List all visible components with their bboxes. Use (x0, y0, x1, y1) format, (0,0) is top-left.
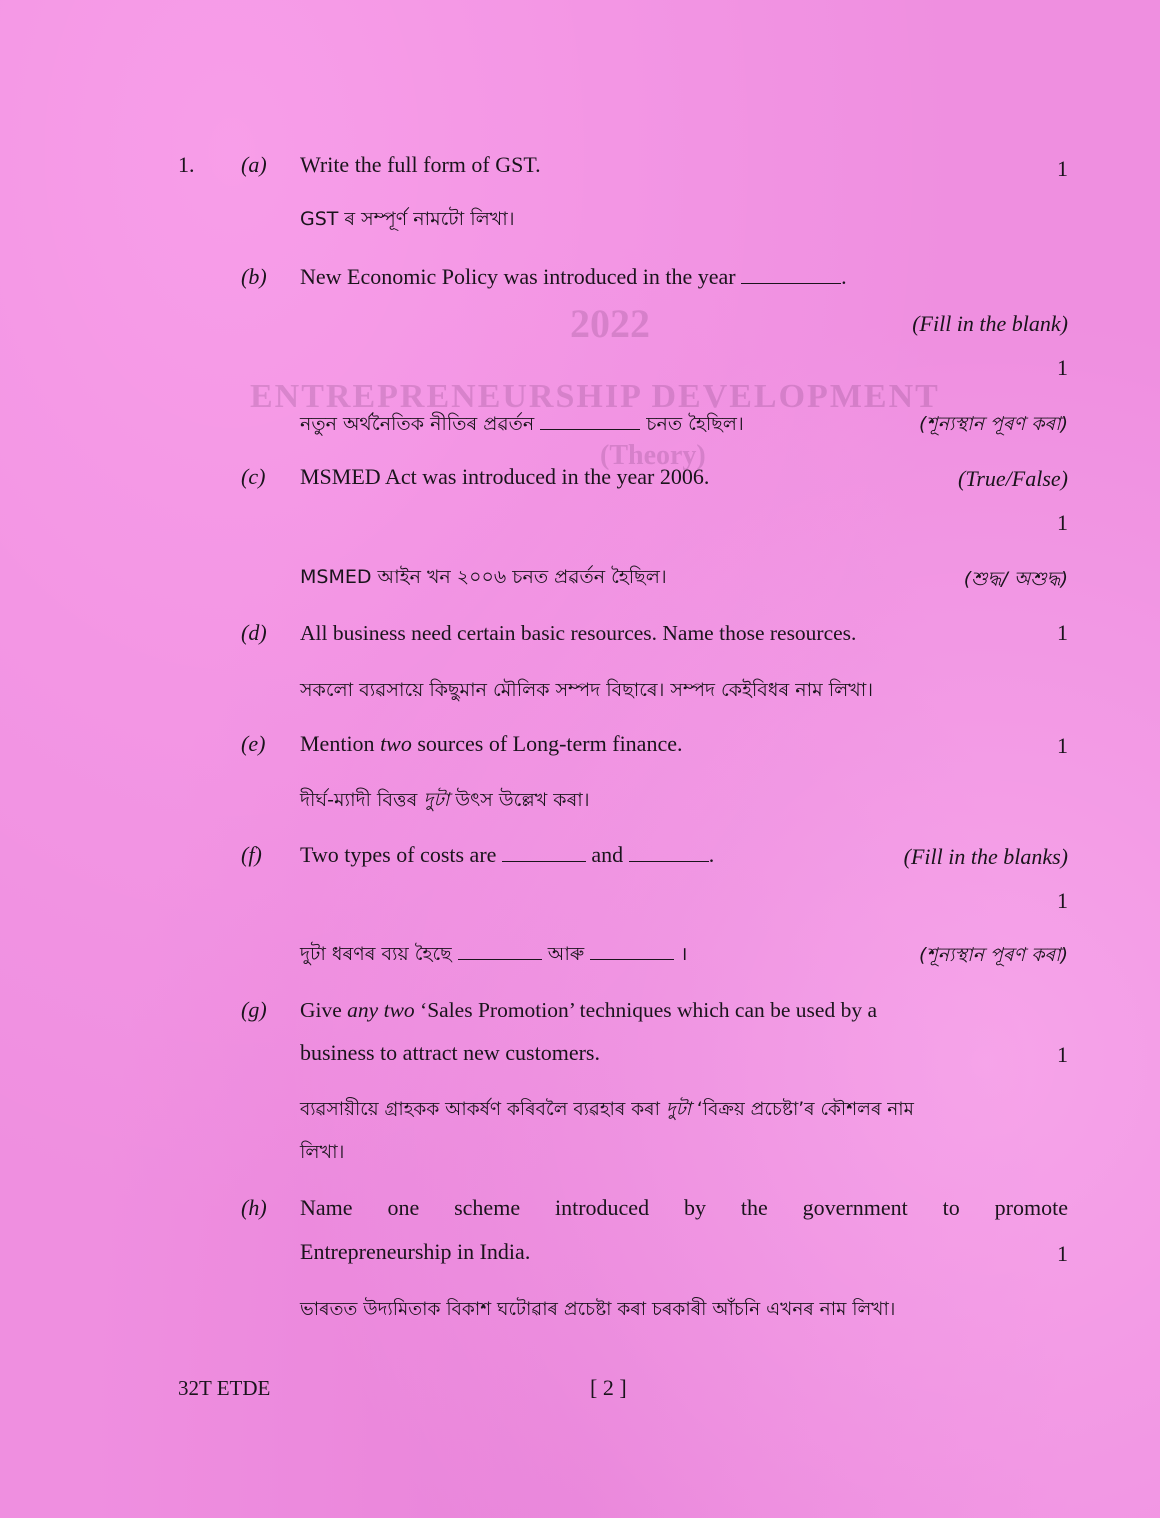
bleed-through-title: ENTREPRENEURSHIP DEVELOPMENT (250, 378, 940, 415)
item-f-hint: (Fill in the blanks) (903, 844, 1068, 869)
item-g-assamese-line1 (300, 1097, 914, 1123)
item-a-mark: 1 (1057, 156, 1068, 181)
item-g-english-line1 (300, 997, 877, 1023)
item-c-english: MSMED Act was introduced in the year 2006. (300, 464, 710, 489)
item-g-label: (g) (241, 997, 267, 1022)
item-e-text-italic: two (380, 731, 412, 756)
item-g-assamese-before: ব্যৱসায়ীয়ে গ্ৰাহকক আকৰ্ষণ কৰিবলৈ ব্যৱহাৰ কৰা (300, 1099, 660, 1120)
item-g-text-before: Give (300, 998, 342, 1022)
item-f-assamese (300, 941, 687, 967)
item-e-assamese-before: দীৰ্ঘ-ম্যাদী বিত্তৰ (300, 789, 418, 811)
item-c-assamese-hint: (শুদ্ধ/ অশুদ্ধ) (963, 568, 1068, 590)
item-b-hint: (Fill in the blank) (912, 311, 1068, 336)
item-e-text-after: sources of Long-term finance. (417, 731, 683, 756)
item-b-assamese-blank (540, 413, 640, 430)
question-number: 1. (178, 152, 195, 177)
item-h-english-line2: Entrepreneurship in India. (300, 1239, 531, 1264)
item-c-assamese: MSMED আইন খন ২০০৬ চনত প্ৰৱৰ্তন হৈছিল। (300, 566, 667, 588)
item-e-text-before: Mention (300, 731, 375, 756)
item-f-assamese-hint: (শূন্যস্থান পূৰণ কৰা) (918, 944, 1068, 966)
item-d-english: All business need certain basic resources. Name those resources. (300, 621, 857, 645)
item-e-assamese-italic: দুটা (423, 789, 450, 811)
item-f-assamese-before: দুটা ধৰণৰ ব্যয় হৈছে (300, 943, 452, 965)
item-d-assamese: সকলো ব্যৱসায়ে কিছুমান মৌলিক সম্পদ বিছাৰে। সম্পদ কেইবিধৰ নাম লিখা। (300, 679, 874, 701)
item-h-label: (h) (241, 1195, 267, 1220)
item-e-mark: 1 (1057, 733, 1068, 758)
item-e-english (300, 731, 682, 757)
item-e-label: (e) (241, 731, 266, 756)
item-f-text-mid: and (591, 842, 624, 867)
item-g-assamese-line2: লিখা। (300, 1141, 345, 1163)
item-f-text-before: Two types of costs are (300, 842, 497, 867)
item-g-text-after: ‘Sales Promotion’ techniques which can be used by a (420, 998, 877, 1022)
item-d-mark: 1 (1057, 620, 1068, 645)
item-b-mark: 1 (1057, 355, 1068, 380)
item-a-label: (a) (241, 152, 267, 177)
item-f-blank-1 (502, 845, 586, 862)
item-b-assamese-text: নতুন অৰ্থনৈতিক নীতিৰ প্ৰৱৰ্তন (300, 413, 535, 435)
item-g-assamese-after: ‘বিক্ৰয় প্ৰচেষ্টা’ৰ কৌশলৰ নাম (696, 1099, 914, 1120)
item-e-assamese (300, 787, 590, 813)
item-b-assamese-after: চনত হৈছিল। (646, 413, 744, 435)
item-b-assamese (300, 411, 744, 437)
item-f-mark: 1 (1057, 888, 1068, 913)
item-f-assamese-after: । (680, 943, 688, 965)
item-g-mark: 1 (1057, 1042, 1068, 1067)
item-f-label: (f) (241, 842, 262, 867)
item-g-text-italic: any two (347, 998, 415, 1022)
item-c-mark: 1 (1057, 510, 1068, 535)
item-f-period: . (708, 842, 715, 867)
item-a-english: Write the full form of GST. (300, 152, 541, 177)
item-f-english (300, 842, 714, 868)
item-a-assamese: GST ৰ সম্পূৰ্ণ নামটো লিখা। (300, 208, 515, 230)
bleed-through-subtitle: (Theory) (600, 440, 706, 471)
item-h-mark: 1 (1057, 1241, 1068, 1266)
item-b-period: . (841, 264, 847, 289)
item-c-hint: (True/False) (958, 466, 1068, 491)
item-h-english-line1: Name one scheme introduced by the government to promote (300, 1195, 1068, 1220)
item-g-english-line2: business to attract new customers. (300, 1040, 600, 1065)
item-h-assamese: ভাৰতত উদ্যমিতাক বিকাশ ঘটোৱাৰ প্ৰচেষ্টা কৰা চৰকাৰী আঁচনি এখনৰ নাম লিখা। (300, 1299, 896, 1320)
footer-paper-code: 32T ETDE (178, 1376, 271, 1400)
footer-page-number: [ 2 ] (590, 1375, 627, 1400)
item-f-assamese-blank-2 (590, 943, 674, 960)
item-b-blank (741, 267, 841, 284)
item-f-assamese-mid: আৰু (547, 943, 585, 965)
bleed-through-year: 2022 (570, 301, 650, 346)
item-b-label: (b) (241, 264, 267, 289)
item-b-assamese-hint: (শূন্যস্থান পূৰণ কৰা) (918, 413, 1068, 435)
item-f-blank-2 (629, 845, 709, 862)
item-c-label: (c) (241, 464, 266, 489)
item-e-assamese-after: উৎস উল্লেখ কৰা। (455, 789, 590, 811)
item-f-assamese-blank-1 (458, 943, 542, 960)
item-b-text: New Economic Policy was introduced in the year (300, 264, 736, 289)
item-d-label: (d) (241, 620, 267, 645)
item-b-english (300, 264, 847, 290)
item-g-assamese-italic: দুটা (665, 1099, 692, 1120)
